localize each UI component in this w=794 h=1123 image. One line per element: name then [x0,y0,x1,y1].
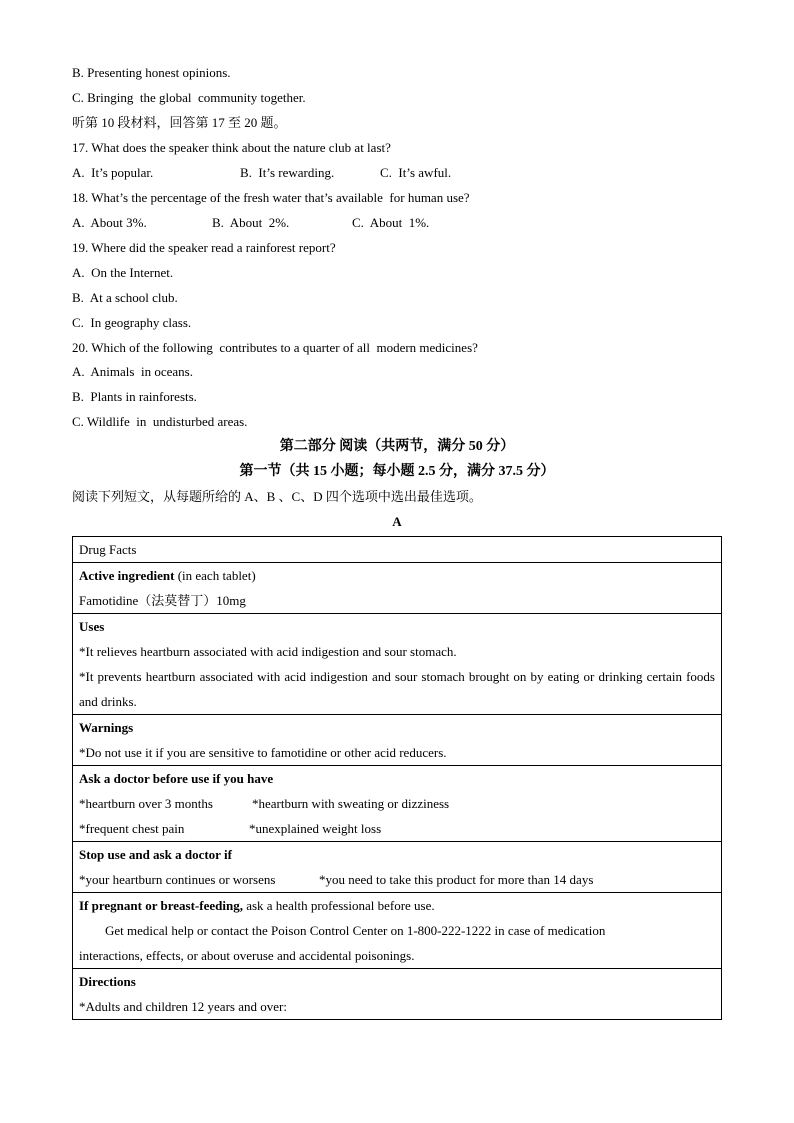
q20-option-a: A. Animals in oceans. [72,364,193,379]
q19-option-a: A. On the Internet. [72,265,174,280]
drug-facts-title: Drug Facts [79,542,137,557]
q17-stem: 17. What does the speaker think about the nature club at last? [72,140,391,155]
ask-doctor-item-2: *heartburn with sweating or dizziness [252,796,450,811]
directions-row [73,969,722,1020]
q19-option-c: C. In geography class. [72,315,192,330]
reading-instruction: 阅读下列短文，从每题所给的 A、B 、C、D 四个选项中选出最佳选项。 [72,489,482,504]
q18-stem: 18. What’s the percentage of the fresh water that’s available for human use? [72,190,470,205]
q19-option-b: B. At a school club. [72,290,178,305]
ask-doctor-row [73,766,722,842]
active-ingredient-heading: Active ingredient [79,568,175,583]
active-ingredient-row [73,563,722,614]
q17-option-c: C. It’s awful. [380,165,452,180]
uses-line-1: *It relieves heartburn associated with acid indigestion and sour stomach. [79,644,457,659]
pregnant-heading: If pregnant or breast-feeding, [79,898,243,913]
directions-heading: Directions [79,974,136,989]
q20-option-b: B. Plants in rainforests. [72,389,197,404]
section1-heading: 第一节（共 15 小题；每小题 2.5 分，满分 37.5 分） [239,464,555,479]
q17-option-a: A. It’s popular. [72,165,154,180]
q16-option-b: B. Presenting honest opinions. [72,65,231,80]
q16-option-c: C. Bringing the global community together. [72,90,306,105]
q20-option-c: C. Wildlife in undisturbed areas. [72,414,248,429]
directions-line-1: *Adults and children 12 years and over: [79,999,287,1014]
drug-facts-table [72,536,722,1020]
uses-heading: Uses [79,619,105,634]
warnings-line-1: *Do not use it if you are sensitive to famotidine or other acid reducers. [79,745,447,760]
stop-use-heading: Stop use and ask a doctor if [79,847,232,862]
drug-facts-title-row [73,537,722,563]
q17-option-b: B. It’s rewarding. [240,165,335,180]
uses-row [73,614,722,715]
stop-use-item-1: *your heartburn continues or worsens [79,872,276,887]
ask-doctor-item-4: *unexplained weight loss [249,821,382,836]
pregnant-row [73,893,722,969]
stop-use-row [73,842,722,893]
part2-heading: 第二部分 阅读（共两节，满分 50 分） [279,439,515,454]
ask-doctor-item-1: *heartburn over 3 months [79,796,213,811]
instruction-17-20: 听第 10 段材料，回答第 17 至 20 题。 [72,115,287,130]
q19-stem: 19. Where did the speaker read a rainforest report? [72,240,336,255]
ask-doctor-heading: Ask a doctor before use if you have [79,771,274,786]
q18-option-a: A. About 3%. [72,215,147,230]
warnings-row [73,715,722,766]
uses-line-2: *It prevents heartburn associated with acid indigestion and sour stomach brought on by eating or drinking certain foods and drinks. [79,669,715,709]
ask-doctor-item-3: *frequent chest pain [79,821,185,836]
passage-label: A [392,514,402,529]
pregnant-text: ask a health professional before use. [242,898,435,913]
pregnant-paragraph: Get medical help or contact the Poison Control Center on 1-800-222-1222 in case of medication interactions, effects, or about overuse and accidental poisonings. [79,923,606,963]
warnings-heading: Warnings [79,720,134,735]
active-ingredient-value: Famotidine（法莫替丁）10mg [79,593,246,608]
q18-option-c: C. About 1%. [352,215,430,230]
active-ingredient-note: (in each tablet) [174,568,256,583]
q18-option-b: B. About 2%. [212,215,290,230]
stop-use-item-2: *you need to take this product for more than 14 days [319,872,594,887]
q20-stem: 20. Which of the following contributes to a quarter of all modern medicines? [72,340,478,355]
